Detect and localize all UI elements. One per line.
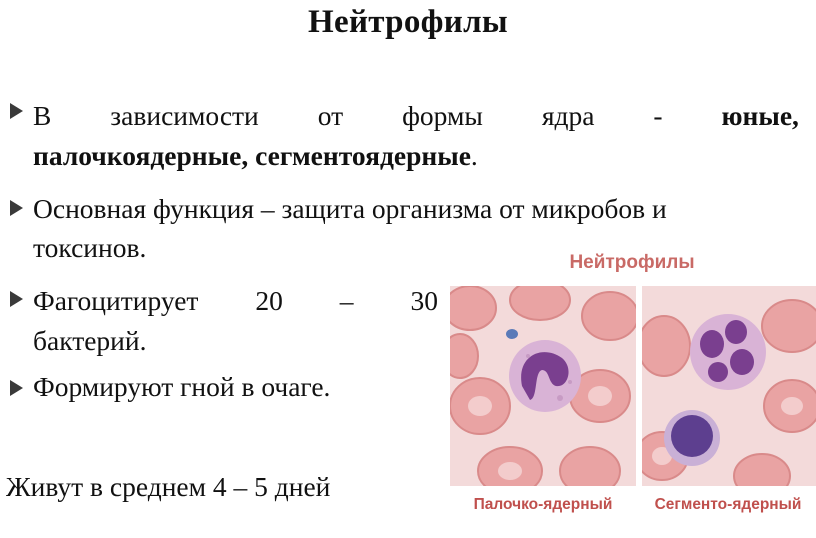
caption-segmented-neutrophil: Сегменто-ядерный bbox=[654, 496, 802, 513]
bullet-2-line-1: Основная функция – защита организма от микробов и bbox=[33, 193, 667, 224]
triangle-bullet-icon bbox=[6, 197, 28, 219]
band-neutrophil-image bbox=[450, 286, 636, 486]
bullet-1-line-2 bbox=[33, 136, 478, 175]
bullet-1-bold-terms: палочкоядерные, сегментоядерные bbox=[33, 140, 471, 171]
bullet-1-line-1 bbox=[33, 96, 799, 135]
slide-title: Нейтрофилы bbox=[308, 4, 508, 40]
bullet-1-bold-word: юные, bbox=[721, 100, 799, 131]
bullet-3-line-1 bbox=[33, 281, 438, 320]
segmented-neutrophil-image bbox=[642, 286, 816, 486]
lifespan-text: Живут в среднем 4 – 5 дней bbox=[6, 471, 331, 502]
triangle-bullet-icon bbox=[6, 377, 28, 399]
caption-band-neutrophil: Палочко-ядерный bbox=[473, 496, 613, 513]
bullet-1-word: от bbox=[317, 100, 344, 131]
bullet-4-line-1: Формируют гной в очаге. bbox=[33, 371, 331, 402]
neutrophil-figure bbox=[448, 246, 816, 538]
bullet-1-word: формы bbox=[402, 100, 483, 131]
bullet-2-line-2: токсинов. bbox=[33, 232, 147, 263]
bullet-1-word: зависимости bbox=[110, 100, 259, 131]
bullet-1-word: - bbox=[653, 100, 663, 131]
bullet-1-word: В bbox=[33, 100, 52, 131]
triangle-bullet-icon bbox=[6, 288, 28, 310]
bullet-3-word: 20 bbox=[255, 285, 283, 316]
bullet-1-period: . bbox=[470, 140, 478, 171]
figure-title: Нейтрофилы bbox=[569, 252, 695, 273]
bullet-3-word: – bbox=[339, 285, 354, 316]
bullet-3-word: 30 bbox=[410, 285, 438, 316]
bullet-3-word: Фагоцитирует bbox=[33, 285, 199, 316]
triangle-bullet-icon bbox=[6, 100, 28, 122]
bullet-3-line-2: бактерий. bbox=[33, 325, 147, 356]
bullet-1-word: ядра bbox=[541, 100, 595, 131]
